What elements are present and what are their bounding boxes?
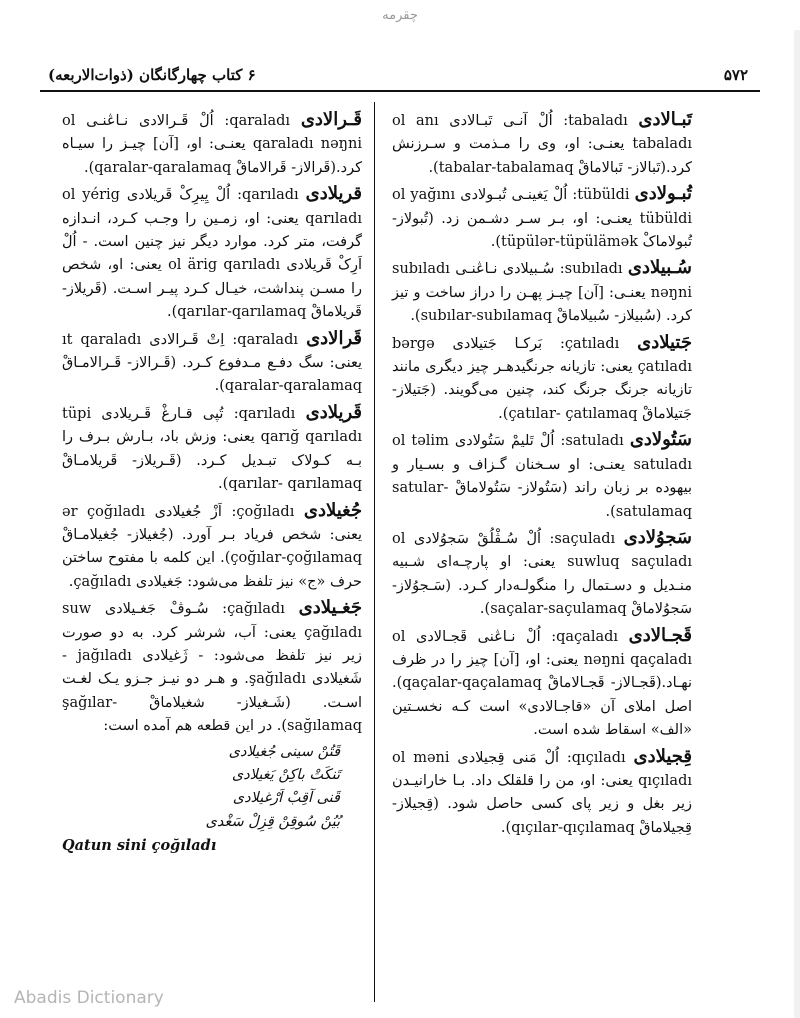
page-number: ۵۷۲ (723, 66, 748, 84)
poem-latin: Qatun sini çoğıladı (62, 837, 217, 855)
entry (62, 327, 362, 399)
entry (62, 596, 362, 738)
headword: جَغـیلادی (298, 597, 362, 619)
book-page (40, 58, 760, 1018)
entry (62, 182, 362, 324)
entry (62, 499, 362, 595)
definition: saçuladı: اُلْ سُـڤْلُقْ سَجوُلادی ol suwluq saçuladı یعنی: او پارچـه‌ای شـبیه منـدیل و دسـتمال را منگولـه‌دار کـرد. (سَـجوُلاز- سَجوُلاماقْ saçalar-saçulamaq). (392, 530, 692, 618)
scrollbar[interactable] (794, 30, 800, 1018)
entry (392, 331, 692, 427)
entry (62, 401, 362, 497)
entry (392, 745, 692, 841)
poem-line: قَنی آقِبْ اَرْغیلادی (232, 790, 340, 807)
book-title: ۶ کتاب چهارگانگان (ذوات‌الاربعه) (48, 66, 256, 84)
headword: قَجـالادی (628, 624, 693, 646)
headword: سَتُولادی (629, 429, 692, 451)
definition: qıçıladı: اُلْ مَنی قِجیلادی ol məni qıçıladı یعنی: او، من را قلقلک داد. بـا خارانیـدن زیر بغل و زیر پای کسی حاصل شود. (قِجیلاز- قِجیلاماقْ qıçılar-qıçılamaq). (392, 749, 692, 836)
poem-line: قَتُنْ سینی جُغیلادی (228, 743, 340, 760)
definition: subıladı: سُـبیلادی نـاڠنـی subıladı nəŋni یعنـی: [آن] چیـز پهـن را دراز ساخت و تیز کرد. (سُبیلاز- سُبیلاماقْ subılar-subılamaq). (392, 261, 692, 325)
headword: سَجوُلادی (623, 526, 692, 548)
headword: قِجیلادی (633, 745, 692, 767)
entry (392, 428, 692, 524)
headword: قَـرالادی (300, 109, 363, 130)
entry (392, 256, 692, 328)
app-title: چقرمه (382, 8, 418, 23)
entry (392, 182, 692, 254)
column-divider (374, 102, 375, 1002)
headword: جَتیلادی (637, 331, 692, 353)
entry (392, 624, 692, 743)
definition: tübüldi: اُلْ یَغینـی تُبـولادی ol yağını tübüldi یعنـی: او، بـر سـر دشـمن زد. (تُبولاز- تُبولاماکْ tüpülər-tüpülämək). (392, 187, 692, 251)
definition: qarıladı: تُپی قـارغْ قَـریلادی tüpi qarığ qarıladı یعنی: وزش باد، بـارش بـرف را بـه کـولاک تبـدیل کـرد. (قَـریلاز- قَریلامـاقْ qarılar- qarılamaq). (62, 405, 363, 493)
headword: جُغیلادی (303, 499, 362, 521)
definition: qaraladı: اُلْ قَـرالادی نـاڠنـی ol qaraladı nəŋni یعنـی: او، [آن] چیـز را سیـاه کرد.(قَرالاز- قَرالاماقْ qaralar-qaralamaq). (62, 113, 362, 176)
left-column (62, 108, 362, 858)
page-header (40, 66, 760, 92)
right-column (392, 108, 692, 842)
definition: qaçaladı: اُلْ نـاڠنی قَجـالادی ol nəŋni qaçaladı یعنی: او، [آن] چیز را در ظرف نهـاد.(قَجـالاز- قَجـالاماقْ qaçalar-qaçalamaq). اصل املای آن «قاجـالادی» است کـه نخسـتین «الف» اسقاط شده است. (392, 628, 692, 739)
headword: قریلادی (305, 183, 363, 205)
entry (392, 526, 692, 622)
poem-line: بُیُنْ سُوقِنْ قِزِلْ سَغْدی (205, 813, 340, 830)
headword: تَبـالادی (638, 109, 692, 130)
headword: قَریلادی (305, 401, 363, 423)
entry (62, 108, 362, 180)
headword: سُـبیلادی (627, 257, 692, 279)
watermark: Abadis Dictionary (14, 988, 164, 1008)
poem-line: تَنکَتْ باکِنْ یَغیلادی (231, 766, 340, 783)
definition: çağıladı: سُـوڤْ جَغـیلادی suw çağıladı یعنی: آب، شرشر کرد. به دو صورت زیر نیز تلفظ می‌شود: - ژَغیلادی jağıladı - شَغیلادی şağıladı. و هـر دو نیـز جـزو یـک لغـت اسـت. (شَـغیلاز- شغیلاماقْ şağılar-sağılamaq). در این قطعه هم آمده است: (62, 601, 362, 735)
entry (392, 108, 692, 180)
definition: satuladı: اُلْ تَلیمْ سَتُولادی ol təlim satuladı یعنـی: او سـخنان گـزاف و بسـیار و بیهوده بر زبان راند (سَتُولاز- سَتُولاماقْ satular-satulamaq). (392, 433, 692, 520)
definition: qarıladı: اُلْ یِیرِکْ قَریلادی ol yérig qarıladı یعنی: او، زمـین را وجـب کـرد، انـدازه گرفت، متر کرد. موارد دیگر نیز چنین است. - اُلْ اَرِکْ قَریلادی ol ärig qarıladı یعنی: او، شخص را مسـن پنداشت، خیـال کـرد پیـر اسـت. (قَریلاز- قَریلاماقْ qarılar-qarılamaq). (62, 187, 362, 321)
definition: qaraladı: اِتْ قَـرالادی ıt qaraladı یعنی: سگ دفـع مـدفوع کـرد. (قَـرالاز- قَـرالامـاقْ qaralar-qaralamaq). (62, 331, 362, 395)
definition: tabaladı: اُلْ آنـی تَبـالادی ol anı tabaladı یعنـی: او، وی را مـذمت و سـرزنش کرد.(تَبالاز- تَبالاماقْ tabalar-tabalamaq). (392, 113, 692, 176)
headword: تُبـولادی (634, 183, 692, 205)
definition: çoğıladı: اَزْ جُغیلادی ər çoğıladı یعنی: شخص فریاد بـر آورد. (جُغیلاز- جُغیلامـاقْ çoğılar-çoğılamaq). این کلمه با مفتوح ساختن حرف «ج» نیز تلفظ می‌شود: جَغیلادی çağıladı. (62, 503, 362, 590)
headword: قَرالادی (306, 327, 362, 349)
definition: çatıladı: بَرکـا جَتیلادی bərgə çatıladı یعنی: تازیانه جرنگیدهـر چیز دیگری مانند تازیانه جرنگ جرنگ کند، چنین می‌گویند. (جَتیلاز- جَتیلاماقْ çatılar- çatılamaq). (392, 335, 692, 422)
